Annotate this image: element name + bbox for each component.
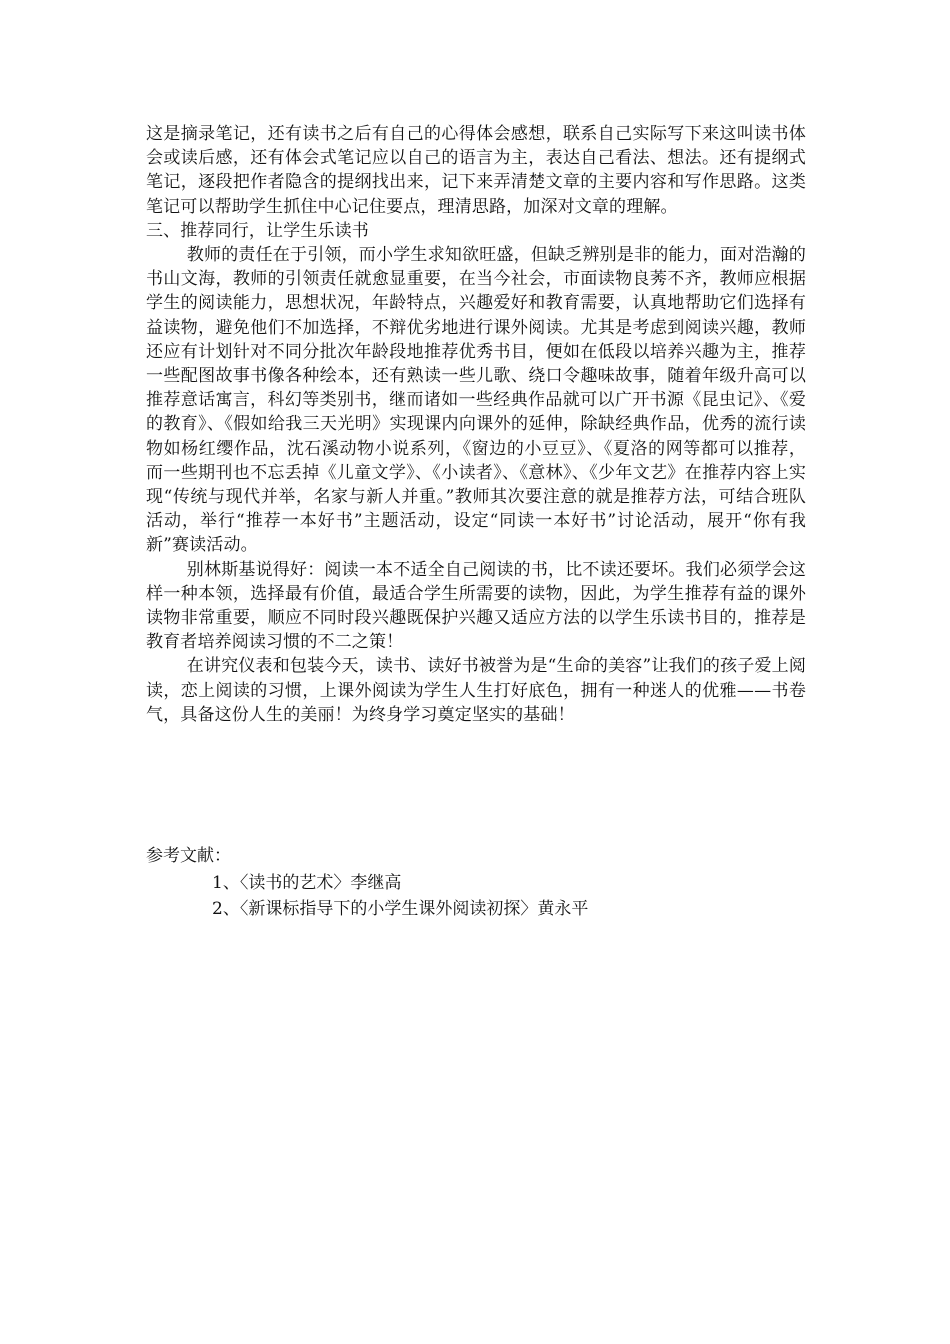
reference-item: 1、〈读书的艺术〉李继高 <box>212 873 402 894</box>
references-title: 参考文献： <box>146 846 231 866</box>
body-paragraph: 在讲究仪表和包装今天，读书、读好书被誉为是“生命的美容”让我们的孩子爱上阅读，恋上阅读的习惯，上课外阅读为学生人生打好底色，拥有一种迷人的优雅——书卷气，具备这份人生的美丽！为终身学习奠定坚实的基础！ <box>146 656 806 725</box>
reference-item: 2、〈新课标指导下的小学生课外阅读初探〉黄永平 <box>212 899 589 920</box>
document-body <box>146 122 806 727</box>
section-heading: 三、推荐同行，让学生乐读书 <box>146 220 369 241</box>
body-paragraph: 别林斯基说得好：阅读一本不适全自己阅读的书，比不读还要坏。我们必须学会这样一种本领，选择最有价值，最适合学生所需要的读物，因此，为学生推荐有益的课外读物非常重要，顺应不同时段兴趣既保护兴趣又适应方法的以学生乐读书目的，推荐是教育者培养阅读习惯的不二之策！ <box>146 559 806 653</box>
body-paragraph: 这是摘录笔记，还有读书之后有自己的心得体会感想，联系自己实际写下来这叫读书体会或读后感，还有体会式笔记应以自己的语言为主，表达自己看法、想法。还有提纲式笔记，逐段把作者隐含的提纲找出来，记下来弄清楚文章的主要内容和写作思路。这类笔记可以帮助学生抓住中心记住要点，理清思路，加深对文章的理解。 <box>146 124 806 217</box>
body-paragraph: 教师的责任在于引领，而小学生求知欲旺盛，但缺乏辨别是非的能力，面对浩瀚的书山文海，教师的引领责任就愈显重要，在当今社会，市面读物良莠不齐，教师应根据学生的阅读能力，思想状况，年龄特点，兴趣爱好和教育需要，认真地帮助它们选择有益读物，避免他们不加选择，不辩优劣地进行课外阅读。尤其是考虑到阅读兴趣，教师还应有计划针对不同分批次年龄段地推荐优秀书目，便如在低段以培养兴趣为主，推荐一些配图故事书像各种绘本，还有熟读一些儿歌、绕口令趣味故事，随着年级升高可以推荐意话寓言，科幻等类别书，继而诸如一些经典作品就可以广开书源《昆虫记》、《爱的教育》、《假如给我三天光明》实现课内向课外的延伸，除缺经典作品，优秀的流行读物如杨红缨作品，沈石溪动物小说系列，《窗边的小豆豆》、《夏洛的网等都可以推荐，而一些期刊也不忘丢掉《儿童文学》、《小读者》、《意林》、《少年文艺》在推荐内容上实现“传统与现代并举，名家与新人并重。”教师其次要注意的就是推荐方法，可结合班队活动，举行“推荐一本好书”主题活动，设定“同读一本好书”讨论活动，展开“你有我新”赛读活动。 <box>146 245 806 556</box>
references-section <box>146 844 806 924</box>
